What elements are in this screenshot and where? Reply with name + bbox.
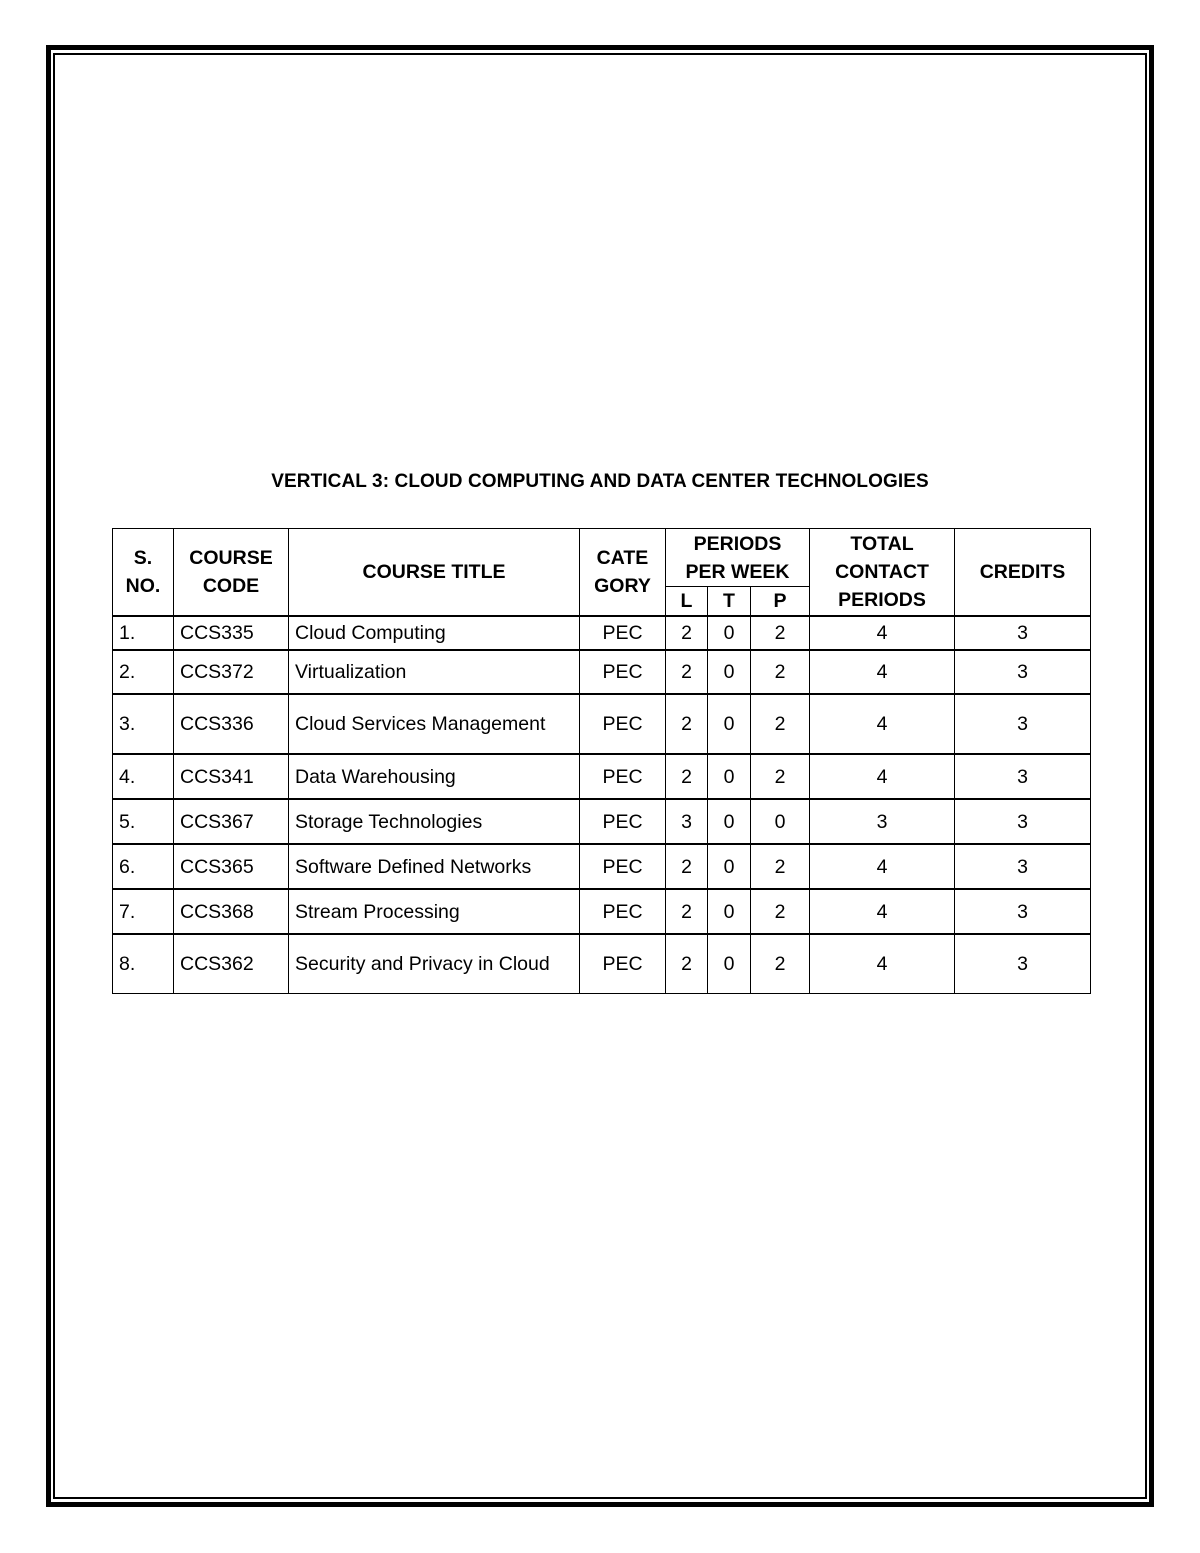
header-code-line2: CODE	[202, 575, 260, 597]
cell-sno: 6.	[113, 844, 174, 889]
header-periods-line1: PERIODS	[693, 532, 782, 555]
cell-course-code: CCS362	[174, 934, 289, 993]
header-course-title: COURSE TITLE	[289, 529, 580, 617]
cell-credits: 3	[955, 754, 1091, 799]
header-sno-line1: S.	[133, 547, 153, 569]
cell-p: 2	[751, 650, 810, 694]
table-row	[113, 844, 1091, 889]
table-row	[113, 694, 1091, 754]
header-l: L	[666, 587, 708, 617]
cell-total: 4	[810, 754, 955, 799]
cell-course-code: CCS367	[174, 799, 289, 844]
cell-t: 0	[708, 616, 751, 650]
table-body	[113, 616, 1091, 993]
cell-l: 2	[666, 889, 708, 934]
document-title: VERTICAL 3: CLOUD COMPUTING AND DATA CENTER TECHNOLOGIES	[271, 471, 929, 492]
cell-credits: 3	[955, 616, 1091, 650]
cell-l: 2	[666, 754, 708, 799]
table-row	[113, 889, 1091, 934]
cell-course-code: CCS341	[174, 754, 289, 799]
cell-l: 2	[666, 934, 708, 993]
cell-total: 4	[810, 844, 955, 889]
cell-l: 3	[666, 799, 708, 844]
table-row	[113, 799, 1091, 844]
cell-l: 2	[666, 616, 708, 650]
cell-category: PEC	[580, 754, 666, 799]
cell-total: 4	[810, 934, 955, 993]
header-sno-line2: NO.	[125, 575, 161, 597]
cell-category: PEC	[580, 799, 666, 844]
header-total-line3: PERIODS	[838, 589, 926, 611]
cell-total: 4	[810, 694, 955, 754]
cell-course-title: Cloud Computing	[289, 616, 580, 650]
cell-course-code: CCS372	[174, 650, 289, 694]
header-total-line2: CONTACT	[835, 561, 929, 583]
course-table	[112, 528, 1091, 994]
header-total-line1: TOTAL	[850, 533, 914, 555]
cell-sno: 8.	[113, 934, 174, 993]
cell-p: 2	[751, 694, 810, 754]
cell-p: 2	[751, 754, 810, 799]
cell-t: 0	[708, 934, 751, 993]
header-t: T	[708, 587, 751, 617]
cell-sno: 2.	[113, 650, 174, 694]
cell-l: 2	[666, 694, 708, 754]
header-sno	[113, 529, 174, 617]
header-category-line1: CATE	[596, 547, 649, 569]
cell-total: 4	[810, 616, 955, 650]
cell-t: 0	[708, 754, 751, 799]
cell-course-code: CCS335	[174, 616, 289, 650]
cell-category: PEC	[580, 889, 666, 934]
cell-course-title: Cloud Services Management	[289, 694, 580, 754]
cell-total: 4	[810, 889, 955, 934]
cell-t: 0	[708, 650, 751, 694]
table-row	[113, 934, 1091, 993]
cell-p: 0	[751, 799, 810, 844]
cell-course-code: CCS336	[174, 694, 289, 754]
cell-course-title: Security and Privacy in Cloud	[289, 934, 580, 993]
cell-credits: 3	[955, 694, 1091, 754]
cell-l: 2	[666, 650, 708, 694]
table-row	[113, 616, 1091, 650]
header-p: P	[751, 587, 810, 617]
cell-sno: 4.	[113, 754, 174, 799]
cell-course-title: Software Defined Networks	[289, 844, 580, 889]
header-category	[580, 529, 666, 617]
header-credits: CREDITS	[955, 529, 1091, 617]
cell-credits: 3	[955, 934, 1091, 993]
cell-category: PEC	[580, 694, 666, 754]
cell-t: 0	[708, 694, 751, 754]
cell-credits: 3	[955, 650, 1091, 694]
cell-course-code: CCS365	[174, 844, 289, 889]
cell-total: 4	[810, 650, 955, 694]
cell-p: 2	[751, 934, 810, 993]
cell-category: PEC	[580, 934, 666, 993]
cell-category: PEC	[580, 844, 666, 889]
cell-course-title: Stream Processing	[289, 889, 580, 934]
header-periods-line2: PER WEEK	[685, 560, 790, 583]
cell-credits: 3	[955, 799, 1091, 844]
header-total-contact-periods	[810, 529, 955, 617]
cell-sno: 7.	[113, 889, 174, 934]
cell-t: 0	[708, 844, 751, 889]
cell-p: 2	[751, 844, 810, 889]
cell-sno: 1.	[113, 616, 174, 650]
header-code-line1: COURSE	[189, 547, 273, 569]
cell-t: 0	[708, 889, 751, 934]
table-row	[113, 650, 1091, 694]
cell-course-title: Storage Technologies	[289, 799, 580, 844]
cell-l: 2	[666, 844, 708, 889]
cell-p: 2	[751, 889, 810, 934]
cell-sno: 3.	[113, 694, 174, 754]
cell-course-title: Virtualization	[289, 650, 580, 694]
cell-sno: 5.	[113, 799, 174, 844]
header-course-code	[174, 529, 289, 617]
table-header	[113, 529, 1091, 617]
header-category-line2: GORY	[594, 575, 651, 597]
header-periods-per-week	[666, 529, 810, 587]
cell-category: PEC	[580, 650, 666, 694]
cell-course-title: Data Warehousing	[289, 754, 580, 799]
cell-t: 0	[708, 799, 751, 844]
cell-credits: 3	[955, 889, 1091, 934]
cell-total: 3	[810, 799, 955, 844]
cell-course-code: CCS368	[174, 889, 289, 934]
table-row	[113, 754, 1091, 799]
cell-category: PEC	[580, 616, 666, 650]
cell-p: 2	[751, 616, 810, 650]
cell-credits: 3	[955, 844, 1091, 889]
